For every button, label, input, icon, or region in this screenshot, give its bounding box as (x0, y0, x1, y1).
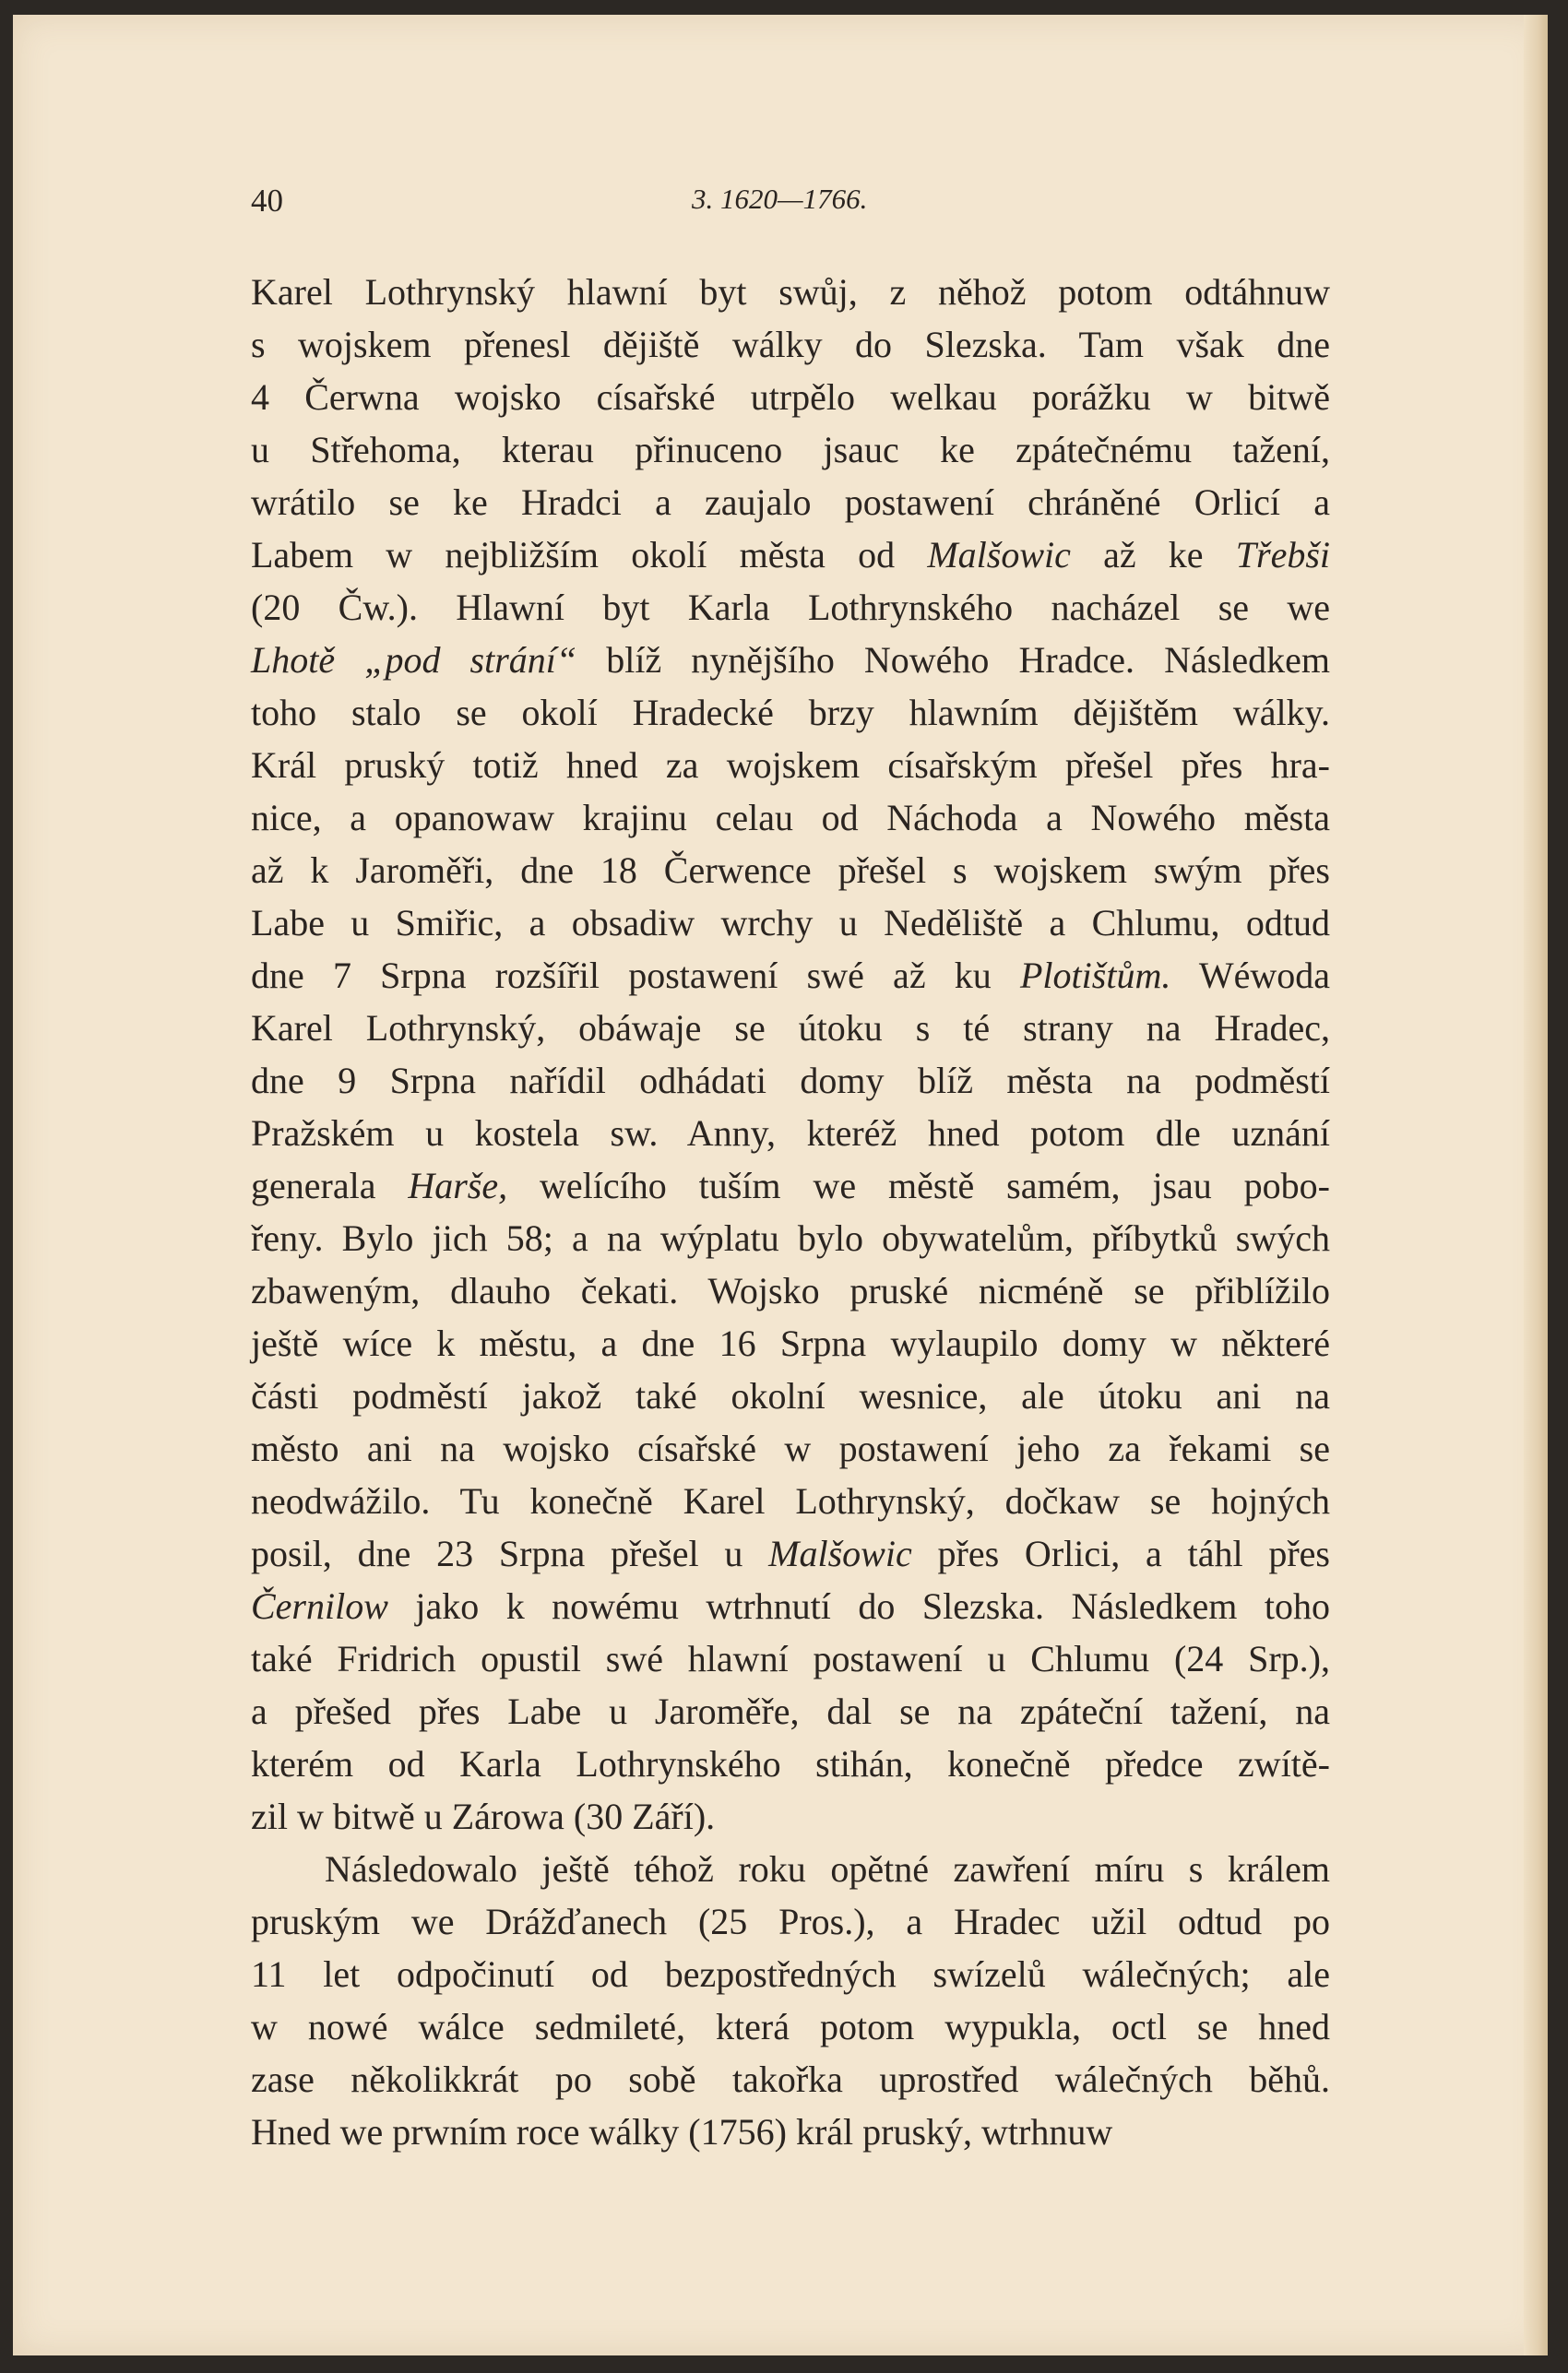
italic-place-name: Plotištům. (1020, 955, 1171, 996)
text-segment: kterém od Karla Lothrynského stihán, konečně předce zwítě- (251, 1743, 1330, 1785)
text-segment: Karel Lothrynský hlawní byt swůj, z něhož potom odtáhnuw (251, 271, 1330, 313)
text-segment: neodwážilo. Tu konečně Karel Lothrynský, dočkaw se hojných (251, 1480, 1330, 1522)
text-segment: části podměstí jakož také okolní wesnice, ale útoku ani na (251, 1375, 1330, 1417)
text-segment: Labem w nejbližším okolí města od (251, 534, 928, 575)
text-line (251, 581, 1330, 634)
text-segment: město ani na wojsko císařské w postawení jeho za řekami se (251, 1428, 1330, 1469)
text-line (251, 686, 1330, 739)
text-segment: řeny. Bylo jich 58; a na wýplatu bylo obywatelům, příbytků swých (251, 1217, 1330, 1259)
text-segment: Karel Lothrynský, obáwaje se útoku s té strany na Hradec, (251, 1007, 1330, 1049)
text-segment: posil, dne 23 Srpna přešel u (251, 1533, 769, 1574)
text-line (251, 1790, 1330, 1843)
text-segment: 11 let odpočinutí od bezpostředných swízelů wálečných; ale (251, 1953, 1330, 1995)
text-segment: Wéwoda (1170, 955, 1330, 996)
text-line (251, 634, 1330, 686)
text-segment: až ke (1070, 534, 1236, 575)
text-line (251, 266, 1330, 318)
text-line (251, 1632, 1330, 1685)
text-line (251, 1054, 1330, 1107)
text-line (251, 844, 1330, 896)
text-segment: u Střehoma, kterau přinuceno jsauc ke zpátečnému tažení, (251, 429, 1330, 470)
text-segment: dne 7 Srpna rozšířil postawení swé až ku (251, 955, 1020, 996)
text-line (251, 2000, 1330, 2053)
text-line (251, 1370, 1330, 1422)
body-text (251, 266, 1330, 2158)
text-segment: (20 Čw.). Hlawní byt Karla Lothrynského nacházel se we (251, 587, 1330, 628)
text-segment: nice, a opanowaw krajinu celau od Náchoda a Nowého města (251, 797, 1330, 838)
text-segment: 4 Čerwna wojsko císařské utrpělo welkau porážku w bitwě (251, 376, 1330, 418)
text-line (251, 1422, 1330, 1475)
text-segment: welícího tuším we městě samém, jsau pobo- (507, 1165, 1330, 1206)
text-segment: blíž nynějšího Nowého Hradce. Následkem (576, 639, 1331, 681)
italic-place-name: Malšowic (927, 534, 1071, 575)
italic-place-name: Harše, (408, 1165, 508, 1206)
text-line (251, 1264, 1330, 1317)
text-segment: generala (251, 1165, 409, 1206)
text-segment: s wojskem přenesl dějiště wálky do Slezska. Tam však dne (251, 324, 1330, 365)
text-segment: Labe u Smiřic, a obsadiw wrchy u Neděliště a Chlumu, odtud (251, 902, 1330, 943)
running-title: 3. 1620—1766. (692, 183, 868, 215)
text-line (251, 1159, 1330, 1212)
text-line (251, 318, 1330, 371)
text-line (251, 791, 1330, 844)
text-segment: Pražském u kostela sw. Anny, kteréž hned potom dle uznání (251, 1112, 1330, 1154)
text-line (251, 1527, 1330, 1580)
page-edge (1524, 15, 1548, 2355)
italic-place-name: Černilow (251, 1585, 388, 1627)
text-line (251, 1475, 1330, 1527)
text-line (251, 1107, 1330, 1159)
text-line (251, 1212, 1330, 1264)
text-line (251, 528, 1330, 581)
text-line (251, 476, 1330, 528)
text-segment: Král pruský totiž hned za wojskem císařským přešel přes hra- (251, 744, 1330, 786)
text-segment: až k Jaroměři, dne 18 Čerwence přešel s wojskem swým přes (251, 849, 1330, 891)
text-line (251, 2106, 1330, 2158)
text-segment: zase několikkrát po sobě takořka uprostřed wálečných běhů. (251, 2059, 1330, 2100)
text-line (251, 739, 1330, 791)
text-line (251, 896, 1330, 949)
text-segment: jako k nowému wtrhnutí do Slezska. Následkem toho (387, 1585, 1330, 1627)
text-line (251, 1843, 1330, 1895)
text-segment: Hned we prwním roce wálky (1756) král pruský, wtrhnuw (251, 2111, 1113, 2153)
text-segment: zil w bitwě u Zárowa (30 Září). (251, 1796, 716, 1837)
text-line (251, 371, 1330, 423)
italic-place-name: Třebši (1235, 534, 1330, 575)
text-segment: w nowé wálce sedmileté, která potom wypukla, octl se hned (251, 2006, 1330, 2047)
text-line (251, 2053, 1330, 2106)
text-line (251, 1738, 1330, 1790)
text-segment: zbaweným, dlauho čekati. Wojsko pruské nicméně se přiblížilo (251, 1270, 1330, 1311)
text-line (251, 423, 1330, 476)
text-line (251, 1685, 1330, 1738)
text-line (251, 1317, 1330, 1370)
page-header (0, 183, 1568, 220)
italic-place-name: Lhotě „pod strání“ (251, 639, 577, 681)
text-segment: wrátilo se ke Hradci a zaujalo postawení chráněné Orlicí a (251, 481, 1330, 523)
text-line (251, 1948, 1330, 2000)
text-line (251, 1002, 1330, 1054)
page-number: 40 (251, 183, 283, 219)
text-segment: pruským we Drážďanech (25 Pros.), a Hradec užil odtud po (251, 1901, 1330, 1942)
text-segment: také Fridrich opustil swé hlawní postawení u Chlumu (24 Srp.), (251, 1638, 1330, 1679)
text-line (251, 1580, 1330, 1632)
text-segment: toho stalo se okolí Hradecké brzy hlawním dějištěm wálky. (251, 692, 1330, 733)
text-segment: Následowalo ještě téhož roku opětné zawření míru s králem (325, 1848, 1330, 1890)
text-segment: a přešed přes Labe u Jaroměře, dal se na zpáteční tažení, na (251, 1691, 1330, 1732)
text-line (251, 949, 1330, 1002)
text-line (251, 1895, 1330, 1948)
text-segment: přes Orlici, a táhl přes (911, 1533, 1330, 1574)
text-segment: ještě wíce k městu, a dne 16 Srpna wylaupilo domy w některé (251, 1323, 1330, 1364)
italic-place-name: Malšowic (768, 1533, 912, 1574)
text-segment: dne 9 Srpna nařídil odhádati domy blíž města na podměstí (251, 1060, 1330, 1101)
